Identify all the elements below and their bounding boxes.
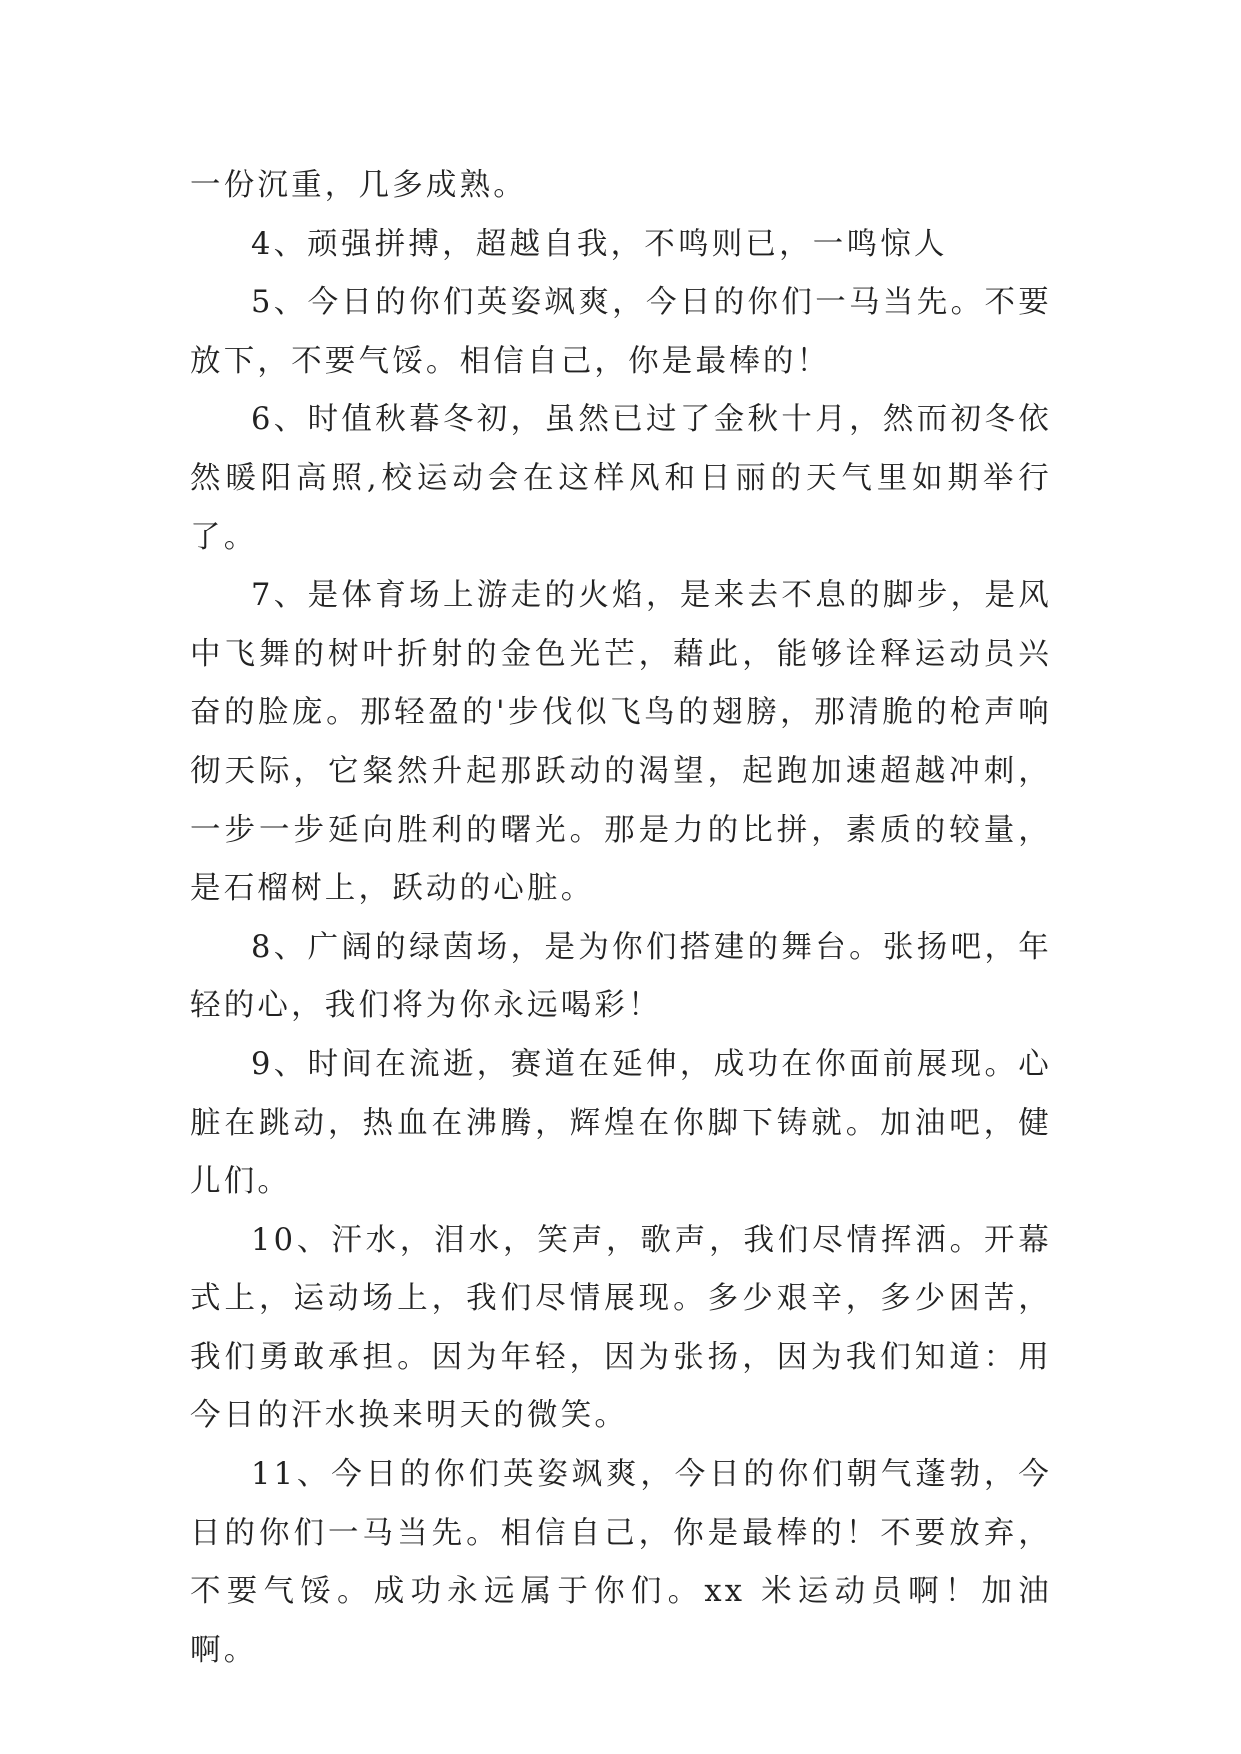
paragraph-item-10: 10、汗水，泪水，笑声，歌声，我们尽情挥洒。开幕式上，运动场上，我们尽情展现。多少艰辛，多少困苦，我们勇敢承担。因为年轻，因为张扬，因为我们知道：用今日的汗水换来明天的微笑。 bbox=[190, 1222, 1052, 1434]
paragraph-item-9: 9、时间在流逝，赛道在延伸，成功在你面前展现。心脏在跳动，热血在沸腾，辉煌在你脚下铸就。加油吧，健儿们。 bbox=[190, 1046, 1052, 1200]
paragraph-item-4: 4、顽强拼搏，超越自我，不鸣则已，一鸣惊人 bbox=[251, 226, 948, 262]
paragraph-continuation: 一份沉重，几多成熟。 bbox=[190, 168, 527, 203]
paragraph-item-7: 7、是体育场上游走的火焰，是来去不息的脚步，是风中飞舞的树叶折射的金色光芒，藉此，能够诠释运动员兴奋的脸庞。那轻盈的'步伐似飞鸟的翅膀，那清脆的枪声响彻天际，它粲然升起那跃动的渴望，起跑加速超越冲刺，一步一步延向胜利的曙光。那是力的比拼，素质的较量，是石榴树上，跃动的心脏。 bbox=[190, 578, 1052, 907]
document-body bbox=[190, 157, 1052, 1680]
paragraph-item-6: 6、时值秋暮冬初，虽然已过了金秋十月，然而初冬依然暖阳高照,校运动会在这样风和日丽的天气里如期举行了。 bbox=[190, 402, 1052, 555]
paragraph-item-5: 5、今日的你们英姿飒爽，今日的你们一马当先。不要放下，不要气馁。相信自己，你是最棒的！ bbox=[190, 285, 1052, 379]
paragraph-item-11: 11、今日的你们英姿飒爽，今日的你们朝气蓬勃，今日的你们一马当先。相信自己，你是最棒的！不要放弃，不要气馁。成功永远属于你们。xx 米运动员啊！加油啊。 bbox=[190, 1457, 1052, 1668]
paragraph-item-8: 8、广阔的绿茵场，是为你们搭建的舞台。张扬吧，年轻的心，我们将为你永远喝彩！ bbox=[190, 929, 1052, 1024]
